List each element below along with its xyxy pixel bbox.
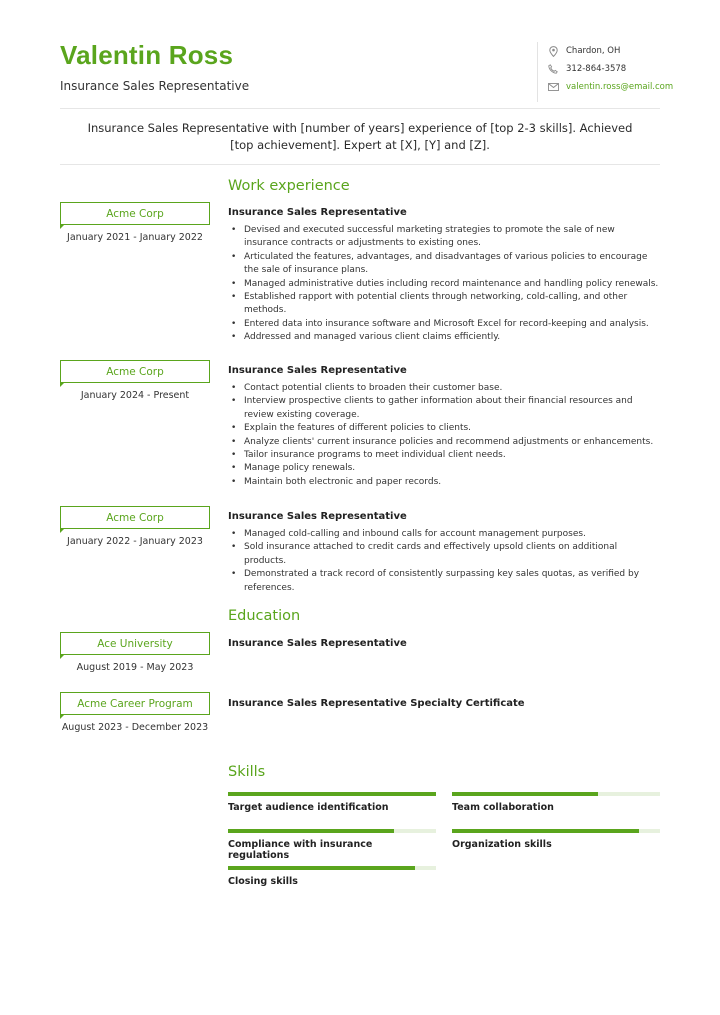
contact-email[interactable] xyxy=(546,78,673,96)
skill-bar-fill xyxy=(228,866,415,870)
skills-heading: Skills xyxy=(228,764,266,780)
envelope-icon xyxy=(546,80,560,94)
list-item: • Demonstrated a track record of consistently surpassing key sales quotas, as verified by references. xyxy=(228,568,660,595)
degree-title: Insurance Sales Representative Specialty Certificate xyxy=(228,698,525,709)
list-item: • Explain the features of different policies to clients. xyxy=(228,422,660,435)
education-entry-2-details xyxy=(228,696,660,709)
list-item: • Established rapport with potential clients through networking, cold-calling, and other methods. xyxy=(228,291,660,318)
location-text: Chardon, OH xyxy=(566,46,621,56)
date-range: January 2022 - January 2023 xyxy=(67,536,203,547)
skill-bar xyxy=(452,792,660,796)
skill-label: Team collaboration xyxy=(452,802,554,813)
skill-bar xyxy=(228,792,436,796)
list-item: • Addressed and managed various client claims efficiently. xyxy=(228,331,660,344)
work-entry-3-meta xyxy=(60,506,212,547)
list-item: • Tailor insurance programs to meet individual client needs. xyxy=(228,449,660,462)
skill-bar-fill xyxy=(228,829,394,833)
list-item: • Analyze clients' current insurance policies and recommend adjustments or enhancements. xyxy=(228,436,660,449)
list-item: • Contact potential clients to broaden their customer base. xyxy=(228,382,660,395)
summary-text: Insurance Sales Representative with [number of years] experience of [top 2-3 skills]. Achieved [top achievement]. Expert at [X], [Y] and [Z]. xyxy=(87,121,633,152)
skill-bar xyxy=(228,829,436,833)
job-title: Insurance Sales Representative xyxy=(228,207,407,218)
school-tag: Ace University xyxy=(60,632,210,655)
education-entry-1-meta xyxy=(60,632,212,673)
company-tag: Acme Corp xyxy=(60,506,210,529)
education-entry-1-details xyxy=(228,636,660,649)
list-item: • Devised and executed successful marketing strategies to promote the sale of new insurance contracts or adjustments to existing ones. xyxy=(228,224,660,251)
phone-icon xyxy=(546,62,560,76)
contact-phone xyxy=(546,60,673,78)
job-title: Insurance Sales Representative xyxy=(228,511,407,522)
education-entry-2-meta xyxy=(60,692,212,733)
skill-item xyxy=(452,829,660,850)
candidate-role: Insurance Sales Representative xyxy=(60,79,250,93)
date-range: January 2021 - January 2022 xyxy=(67,232,203,243)
skill-bar-fill xyxy=(228,792,436,796)
school-tag: Acme Career Program xyxy=(60,692,210,715)
skill-label: Closing skills xyxy=(228,876,298,887)
list-item: • Managed administrative duties including record maintenance and handling policy renewals. xyxy=(228,278,660,291)
list-item: • Interview prospective clients to gather information about their financial resources and review existing coverage. xyxy=(228,395,660,422)
skill-bar xyxy=(228,866,436,870)
work-entry-2-details xyxy=(228,363,660,489)
list-item: • Managed cold-calling and inbound calls for account management purposes. xyxy=(228,528,660,541)
contact-block xyxy=(537,42,673,102)
summary-divider xyxy=(60,164,660,165)
work-entry-1-details xyxy=(228,205,660,345)
skill-item xyxy=(228,792,436,813)
work-experience-heading: Work experience xyxy=(228,178,350,194)
company-tag: Acme Corp xyxy=(60,360,210,383)
work-entry-1-meta xyxy=(60,202,212,243)
skill-bar xyxy=(452,829,660,833)
degree-title: Insurance Sales Representative xyxy=(228,638,407,649)
skill-item xyxy=(228,866,436,887)
skill-label: Compliance with insurance regulations xyxy=(228,839,373,861)
skill-bar-fill xyxy=(452,792,598,796)
list-item: • Manage policy renewals. xyxy=(228,462,660,475)
date-range: August 2019 - May 2023 xyxy=(76,662,194,673)
skill-label: Organization skills xyxy=(452,839,552,850)
resume-header xyxy=(60,40,674,110)
phone-text: 312-864-3578 xyxy=(566,64,627,74)
email-link[interactable]: valentin.ross@email.com xyxy=(566,82,674,92)
header-divider xyxy=(60,108,660,109)
work-entry-3-details xyxy=(228,509,660,595)
candidate-name: Valentin Ross xyxy=(60,40,234,70)
map-pin-icon xyxy=(546,44,560,58)
date-range: January 2024 - Present xyxy=(80,390,190,401)
skill-item xyxy=(228,829,436,861)
date-range: August 2023 - December 2023 xyxy=(61,722,209,733)
bullet-list xyxy=(228,528,660,595)
bullet-list xyxy=(228,224,660,345)
contact-location xyxy=(546,42,673,60)
list-item: • Sold insurance attached to credit cards and effectively upsold clients on additional products. xyxy=(228,541,660,568)
job-title: Insurance Sales Representative xyxy=(228,365,407,376)
bullet-list xyxy=(228,382,660,489)
skill-item xyxy=(452,792,660,813)
work-entry-2-meta xyxy=(60,360,212,401)
list-item: • Articulated the features, advantages, and disadvantages of various policies to encourage the sale of insurance plans. xyxy=(228,251,660,278)
list-item: • Entered data into insurance software and Microsoft Excel for record-keeping and analysis. xyxy=(228,318,660,331)
company-tag: Acme Corp xyxy=(60,202,210,225)
list-item: • Maintain both electronic and paper records. xyxy=(228,476,660,489)
skill-label: Target audience identification xyxy=(228,802,389,813)
education-heading: Education xyxy=(228,608,301,624)
skill-bar-fill xyxy=(452,829,639,833)
